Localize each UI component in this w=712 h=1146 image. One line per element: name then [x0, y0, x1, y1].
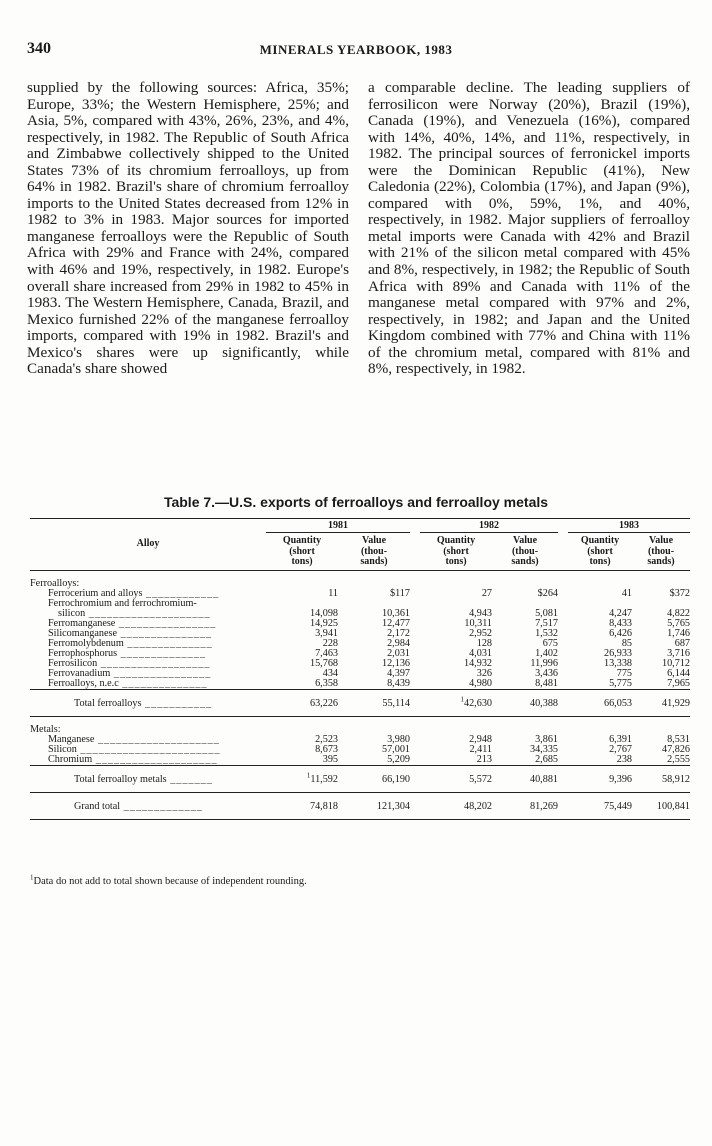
exports-table — [30, 518, 690, 820]
table-row: Ferrocerium and alloys ____________ 11 $117 27 $264 41 $372 — [48, 587, 690, 599]
grand-total-row: Grand total _____________ 74,818 121,304 48,202 81,269 75,449 100,841 — [30, 792, 690, 819]
table-row: Manganese ____________________ 2,523 3,980 2,948 3,861 6,391 8,531 — [48, 733, 690, 745]
table-row: Ferroalloys, n.e.c ______________ 6,358 8,439 4,980 8,481 5,775 7,965 — [48, 677, 690, 689]
table-row: Ferromolybdenum ______________ 228 2,984 128 675 85 687 — [48, 637, 690, 649]
quantity-column-header: Quantity (short tons) — [420, 533, 492, 571]
value-column-header: Value (thou- sands) — [338, 533, 410, 571]
table-row: Ferrophosphorus ______________ 7,463 2,031 4,031 1,402 26,933 3,716 — [48, 647, 690, 659]
table-row: Ferrochromium and ferrochromium- — [48, 598, 197, 609]
total-row: Total ferroalloys ___________ 63,226 55,114 $^1$42,630 40,388 66,053 41,929 — [30, 689, 690, 716]
page-header — [27, 40, 685, 62]
year-header: 1982 — [420, 519, 558, 533]
table-title: Table 7.—U.S. exports of ferroalloys and ferroalloy metals — [163, 494, 549, 510]
body-text-left-column: supplied by the following sources: Africa, 35%; Europe, 33%; the Western Hemisphere, 25%; and Asia, 5%, compared with 43%, 26%, 23%, and 4%, respectively, in 1982. The Republic of South Africa and Zimbabwe collectively shipped to the United States 73% of its chromium ferroalloys, up from 64% in 1982. Brazil's share of chromium ferroalloy imports to the United States decreased from 12% in 1982 to 3% in 1983. Major sources for imported manganese ferroalloys were the Republic of South Africa with 29% and France with 24%, compared with 46% and 19%, respectively, in 1982. Europe's overall share increased from 29% in 1982 to 45% in 1983. The Western Hemisphere, Canada, Brazil, and Mexico furnished 22% of the manganese ferroalloy imports, compared with 19% in 1982. Brazil's and Mexico's shares were up significantly, while Canada's share showed — [27, 79, 349, 378]
quantity-column-header: Quantity (short tons) — [266, 533, 338, 571]
value-column-header: Value (thou- sands) — [492, 533, 558, 571]
table-row: Chromium ____________________ 395 5,209 213 2,685 238 2,555 — [48, 753, 690, 765]
year-header-row — [30, 519, 690, 533]
table-footnote: $^1$Data do not add to total shown because of independent rounding. — [30, 873, 307, 887]
table-row: Ferrovanadium ________________ 434 4,397 326 3,436 775 6,144 — [48, 667, 690, 679]
table-row: silicon ____________________ 14,098 10,361 4,943 5,081 4,247 4,822 — [58, 607, 690, 619]
total-row: Total ferroalloy metals _______ $^1$11,592 66,190 5,572 40,881 9,396 58,912 — [30, 765, 690, 792]
table-row: Silicomanganese _______________ 3,941 2,172 2,952 1,532 6,426 1,746 — [48, 627, 690, 639]
quantity-column-header: Quantity (short tons) — [568, 533, 632, 571]
section-row-metals: Metals: — [30, 716, 690, 735]
table-row: Ferromanganese ________________ 14,925 12,477 10,311 7,517 8,433 5,765 — [48, 617, 690, 629]
year-header: 1981 — [266, 519, 410, 533]
year-header: 1983 — [568, 519, 690, 533]
section-row-ferroalloys: Ferroalloys: — [30, 577, 80, 589]
body-text-right-column: a comparable decline. The leading suppliers of ferrosilicon were Norway (20%), Brazil (19%), Canada (19%), and Venezuela (16%), compared with 14%, 40%, 14%, and 11%, respectively, in 1982. The principal sources of ferronickel imports were the Dominican Republic (41%), New Caledonia (22%), Colombia (17%), and Japan (9%), compared with 0%, 59%, 1%, and 40%, respectively, in 1982. Major suppliers of ferroalloy metal imports were Canada with 42% and Brazil with 21% of the silicon metal compared with 45% and 8%, respectively, in 1982; the Republic of South Africa with 89% and Canada with 11% of the manganese metal compared with 97% and 2%, respectively, in 1982; and Japan and the United Kingdom combined with 77% and China with 11% of the chromium metal, compared with 81% and 8%, respectively, in 1982. — [368, 79, 690, 378]
alloy-column-header: Alloy — [30, 519, 266, 571]
table-row: Ferrosilicon __________________ 15,768 12,136 14,932 11,996 13,338 10,712 — [48, 657, 690, 669]
running-head: MINERALS YEARBOOK, 1983 — [259, 42, 453, 57]
value-column-header: Value (thou- sands) — [632, 533, 690, 571]
table-row: Silicon _______________________ 8,673 57,001 2,411 34,335 2,767 47,826 — [48, 743, 690, 755]
page-number: 340 — [27, 40, 51, 57]
